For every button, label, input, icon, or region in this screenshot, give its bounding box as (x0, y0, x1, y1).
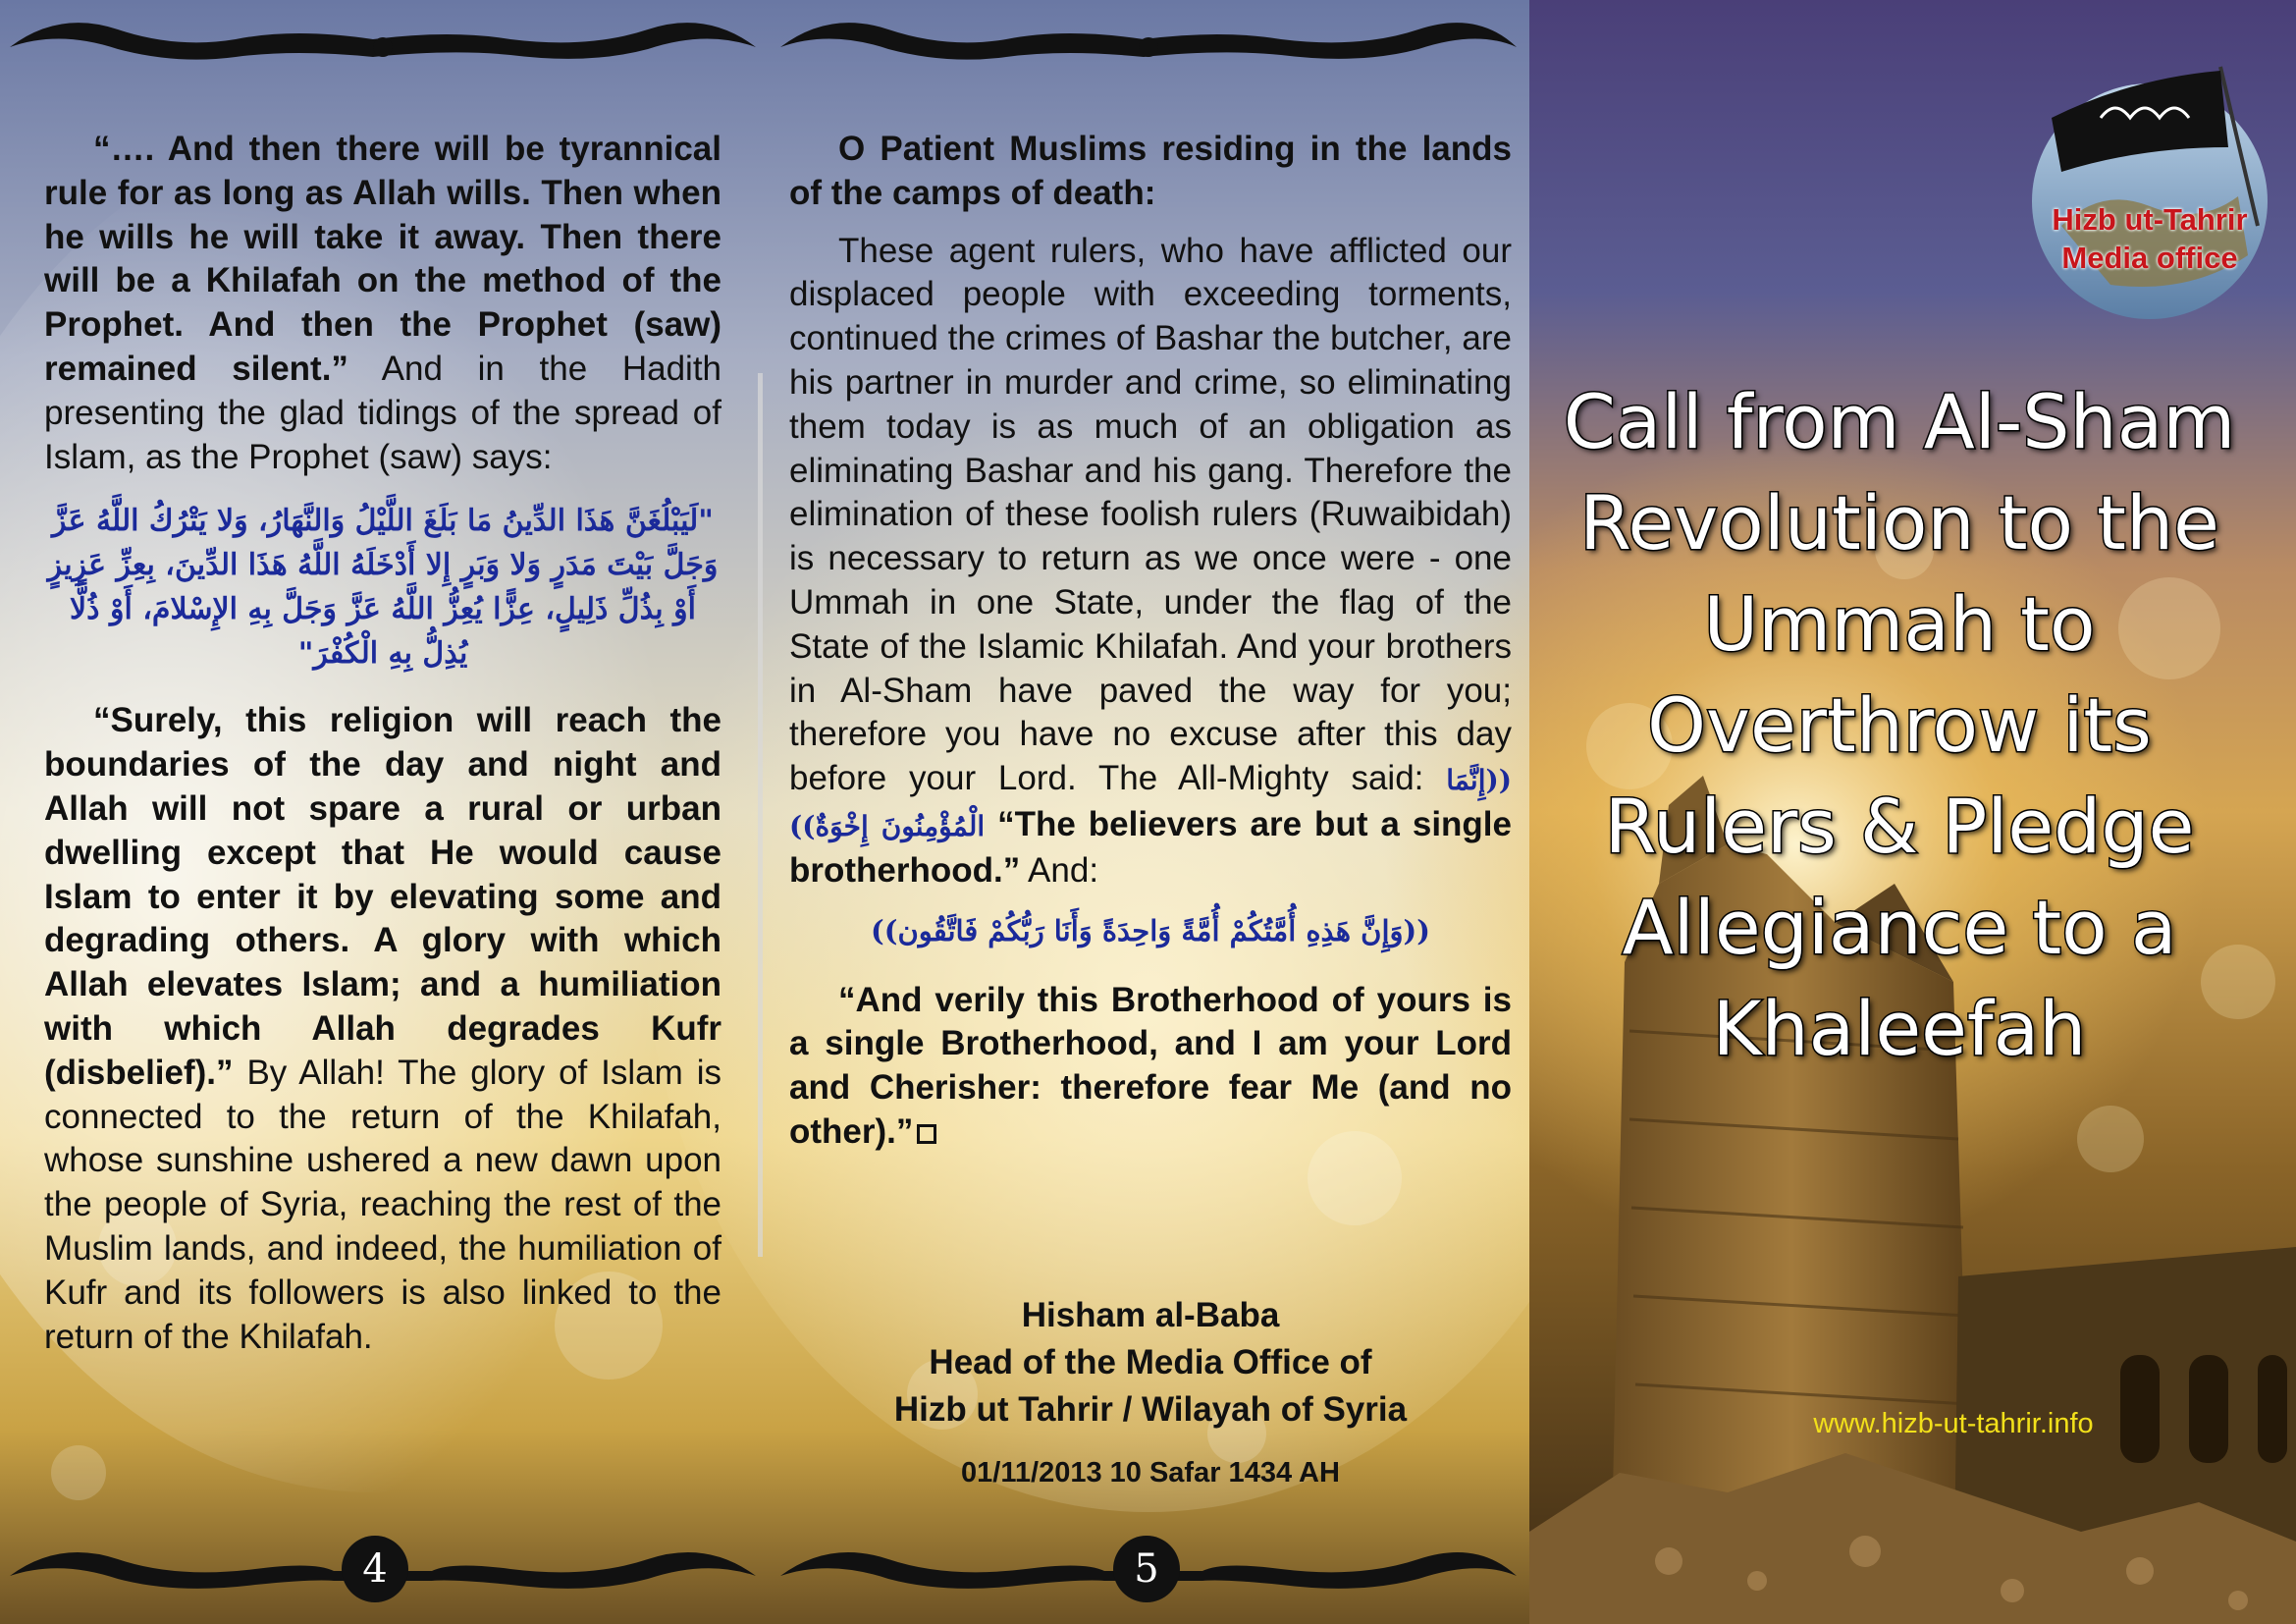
logo-line-1: Hizb ut-Tahrir (2052, 202, 2248, 237)
website-url: www.hizb-ut-tahrir.info (1813, 1408, 2094, 1439)
signature-org: Hizb ut Tahrir / Wilayah of Syria (893, 1390, 1408, 1429)
brotherhood-quote: “And verily this Brotherhood of yours is a single Brotherhood, and I am your Lord and Cherisher: therefore fear Me (and no other).” (789, 980, 1512, 1151)
and-text: And: (1020, 850, 1099, 890)
cover-title: Call from Al-Sham Revolution to the Ummah to Overthrow its Rulers & Pledge Allegiance to a Khaleefah (1563, 378, 2236, 1072)
page-number-5: 5 (1134, 1546, 1159, 1592)
hadith-translation: “Surely, this religion will reach the boundaries of the day and night and Allah will not spare a rural or urban dwelling except that He would cause Islam to enter it by elevating some and degrading others. A glory with which Allah elevates Islam; and a humiliation with which Allah degrades Kufr (disbelief).” (44, 701, 721, 1092)
agent-rulers-text: These agent rulers, who have afflicted our displaced people with exceeding torments, continued the crimes of Bashar the butcher, are his partner in murder and crime, so eliminating them today is as much of an obligation as eliminating Bashar and his gang. Therefore the elimination of these foolish rulers (Ruwaibidah) is necessary to return as we once were - one Ummah in one State, under the flag of the State of the Islamic Khilafah. And your brothers in Al-Sham have paved the way for you; therefore you have no excuse after this day before your Lord. The All-Mighty said: (789, 231, 1512, 798)
agent-rulers-paragraph (789, 230, 1512, 893)
signature-name: Hisham al-Baba (1021, 1296, 1280, 1334)
believers-quote: “The believers are but a single brotherhood.” (789, 804, 1513, 890)
hadith-quote-khilafah: “…. And then there will be tyrannical rule for as long as Allah wills. Then when he wills he will take it away. Then there will be a Khilafah on the method of the Prophet. And then the Prophet (saw) remained silent.” (44, 130, 721, 388)
media-office-logo-text (2022, 200, 2277, 277)
arabic-verse-inline: ((إِنَّمَا الْمُؤْمِنُونَ إِخْوَةٌ)) (789, 764, 1512, 842)
intro-paragraph (44, 128, 721, 479)
glory-of-islam-text: By Allah! The glory of Islam is connected to the return of the Khilafah, whose sunshine ushered a new dawn upon the people of Syria, reaching the rest of the Muslim lands, and indeed, the humiliation of Kufr and its followers is also linked to the return of the Khilafah. (44, 1053, 721, 1356)
arabic-verse: ((وَإِنَّ هَذِهِ أُمَّتُكُمْ أُمَّةً وَاحِدَةً وَأَنَا رَبُّكُمْ فَاتَّقُون)) (871, 913, 1430, 947)
page-number-4: 4 (362, 1546, 388, 1592)
arabic-hadith: "لَيَبْلُغَنَّ هَذَا الدِّينُ مَا بَلَغَ اللَّيْلُ وَالنَّهَارُ، وَلا يَتْرُكُ اللَّهُ عَزَّ وَجَلَّ بَيْتَ مَدَرٍ وَلا وَبَرٍ إِلا أَدْخَلَهُ اللَّهُ هَذَا الدِّينَ، بِعِزِّ عَزِيزٍ أَوْ بِذُلِّ ذَلِيلٍ، عِزًّا يُعِزُّ اللَّهُ عَزَّ وَجَلَّ بِهِ الإِسْلامَ، أَوْ ذُلًّا يُذِلُّ بِهِ الْكُفْرَ" (47, 504, 719, 672)
page-5-panel (789, 128, 1512, 1155)
brotherhood-quote-paragraph (789, 979, 1512, 1155)
end-mark-icon (917, 1124, 936, 1144)
patient-muslims-heading: O Patient Muslims residing in the lands of the camps of death: (789, 130, 1512, 212)
hadith-intro-text: And in the Hadith presenting the glad tidings of the spread of Islam, as the Prophet (saw) says: (44, 349, 722, 476)
logo-line-2: Media office (2061, 241, 2238, 275)
surely-paragraph (44, 699, 721, 1359)
signature-block (789, 1292, 1512, 1434)
signature-title: Head of the Media Office of (929, 1343, 1372, 1381)
page-4-panel (44, 128, 721, 1359)
date-line: 01/11/2013 10 Safar 1434 AH (961, 1457, 1340, 1489)
